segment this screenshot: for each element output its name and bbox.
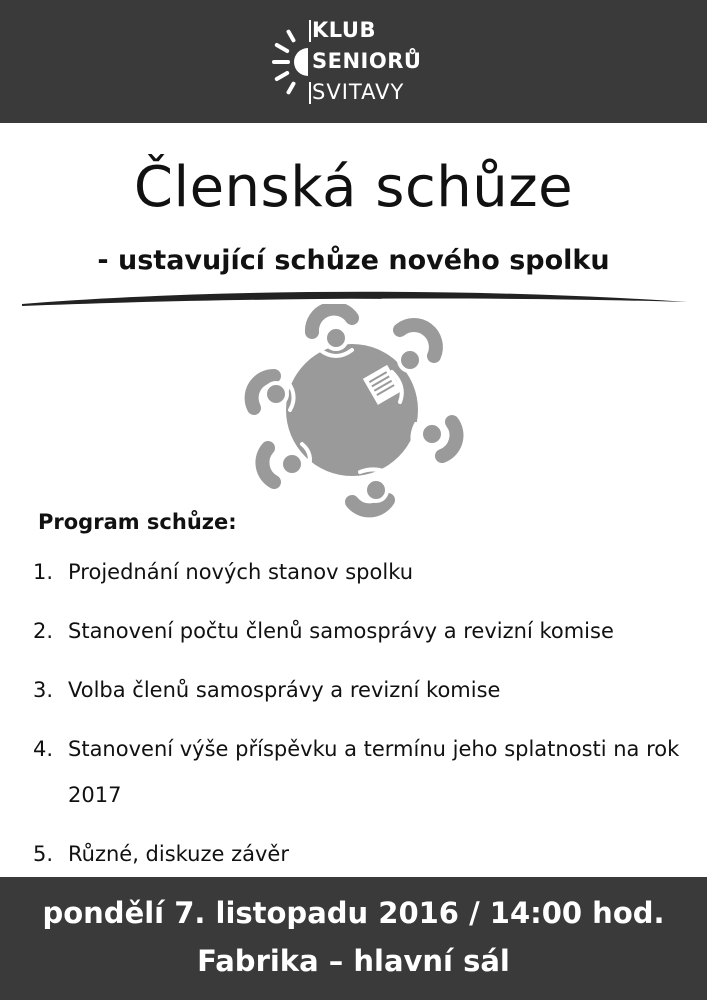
list-item-number: 5. (33, 842, 54, 866)
list-item-text: Volba členů samosprávy a revizní komise (68, 678, 501, 702)
club-logo (268, 14, 448, 110)
list-item (33, 737, 703, 818)
program-heading: Program schůze: (38, 510, 237, 534)
program-list (33, 560, 703, 901)
list-item (33, 842, 703, 877)
round-table-meeting-icon (240, 304, 470, 519)
list-item-text: Různé, diskuze závěr (68, 842, 289, 866)
page-subtitle: - ustavující schůze nového spolku (97, 245, 610, 276)
list-item-number: 1. (33, 560, 54, 584)
meeting-date-time: pondělí 7. listopadu 2016 / 14:00 hod. (42, 896, 665, 930)
list-item (33, 560, 703, 595)
list-item-text: Stanovení počtu členů samosprávy a revizní komise (68, 619, 614, 643)
logo-line-klub: KLUB (312, 18, 376, 42)
logo-line-senioru: SENIORŮ (312, 49, 422, 73)
sun-rays-icon (268, 14, 314, 110)
list-item (33, 678, 703, 713)
header-band (0, 0, 707, 123)
logo-line-svitavy: SVITAVY (312, 80, 405, 104)
list-item (33, 619, 703, 654)
logo-divider (309, 20, 311, 42)
list-item-number: 4. (33, 737, 54, 761)
meeting-place: Fabrika – hlavní sál (197, 944, 510, 978)
list-item-number: 3. (33, 678, 54, 702)
list-item-text: Projednání nových stanov spolku (68, 560, 414, 584)
list-item-text: Stanovení výše příspěvku a termínu jeho splatnosti na rok 2017 (68, 737, 680, 807)
list-item-number: 2. (33, 619, 54, 643)
page-title: Členská schůze (133, 155, 574, 220)
logo-divider (309, 82, 311, 104)
